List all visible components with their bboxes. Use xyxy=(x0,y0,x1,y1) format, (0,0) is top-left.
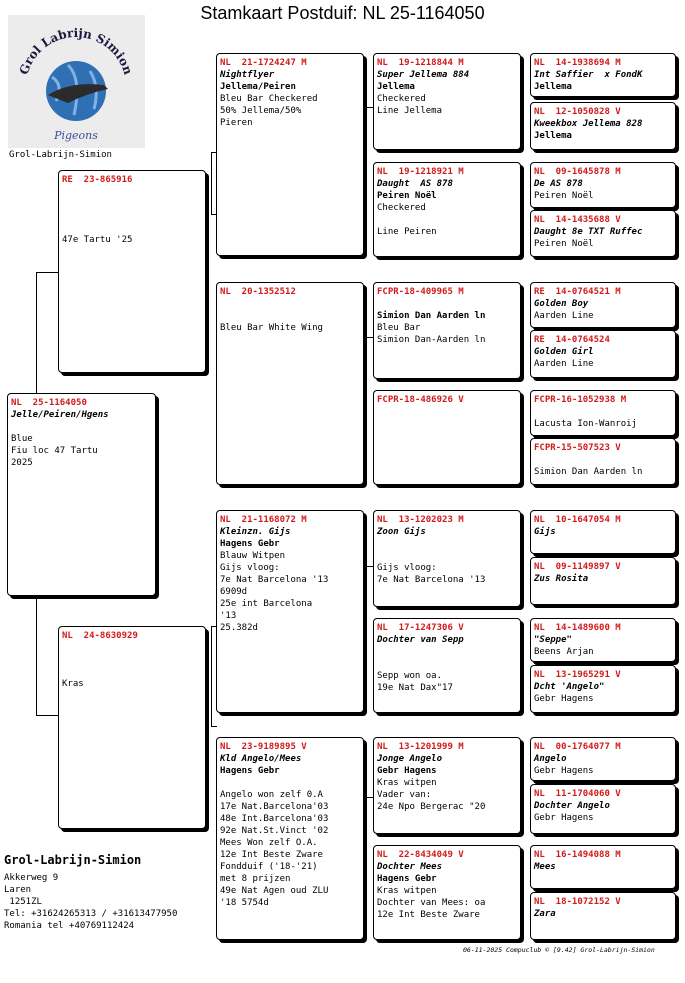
ring-number: NL 23-9189895 V xyxy=(220,742,307,752)
breeder: Aarden Line xyxy=(534,311,594,321)
owner-zip: 1251ZL xyxy=(4,897,42,907)
ring-number: NL 17-1247306 V xyxy=(377,623,464,633)
g4-card-4[interactable] xyxy=(530,210,676,257)
g4-card-13[interactable] xyxy=(530,737,676,781)
breeder: Peiren Noël xyxy=(534,191,594,201)
info-line: 25e int Barcelona xyxy=(220,599,313,609)
info-line: 12e Int Beste Zware xyxy=(377,910,480,920)
g4-card-14[interactable] xyxy=(530,784,676,834)
info-line: Blauw Witpen xyxy=(220,551,286,561)
breeder: Gebr Hagens xyxy=(534,694,594,704)
info-line: 19e Nat Dax"17 xyxy=(377,683,453,693)
dsd-card[interactable] xyxy=(373,618,521,713)
pigeon-name: Kweekbox Jellema 828 xyxy=(534,119,643,129)
logo-caption: Grol-Labrijn-Simion xyxy=(9,150,112,160)
sdd-card[interactable] xyxy=(373,390,521,485)
info-line: Bleu Bar xyxy=(377,323,421,333)
ring-number: NL 18-1072152 V xyxy=(534,897,621,907)
breeder: Gebr Hagens xyxy=(377,766,437,776)
dam-dam-card[interactable] xyxy=(216,737,364,940)
pigeon-name: Super Jellema 884 xyxy=(377,70,470,80)
ring-number: NL 22-8434049 V xyxy=(377,850,464,860)
pigeon-name: Zara xyxy=(534,909,556,919)
info-line: Line Peiren xyxy=(377,227,437,237)
g4-card-12[interactable] xyxy=(530,665,676,713)
owner-street: Akkerweg 9 xyxy=(4,873,59,883)
info-line: 7e Nat Barcelona '13 xyxy=(377,575,486,585)
pigeon-name: Mees xyxy=(534,862,556,872)
breeder: Gebr Hagens xyxy=(534,766,594,776)
pigeon-name: Kleinzn. Gijs xyxy=(220,527,291,537)
info-line: Kras xyxy=(62,679,84,689)
info-line: 48e Int.Barcelona'03 xyxy=(220,814,329,824)
g4-card-8[interactable] xyxy=(530,438,676,485)
ring-number: NL 14-1435688 V xyxy=(534,215,621,225)
pigeon-name: Kld Angelo/Mees xyxy=(220,754,302,764)
info-line: 17e Nat.Barcelona'03 xyxy=(220,802,329,812)
ring-number: FCPR-15-507523 V xyxy=(534,443,621,453)
breeder: Peiren Noël xyxy=(377,191,437,201)
pigeon-name: Dochter Mees xyxy=(377,862,443,872)
info-line: Bleu Bar White Wing xyxy=(220,323,323,333)
info-line: Simion Dan-Aarden ln xyxy=(377,335,486,345)
ring-number: NL 14-1489600 M xyxy=(534,623,621,633)
ring-number: NL 24-8630929 xyxy=(62,631,138,641)
pigeon-name: Dochter Angelo xyxy=(534,801,610,811)
sds-card[interactable] xyxy=(373,282,521,379)
pigeon-name: Golden Girl xyxy=(534,347,594,357)
owner-phone: Tel: +31624265313 / +31613477950 xyxy=(4,909,178,919)
logo-arc-text: Grol Labrijn Simion xyxy=(16,26,136,77)
ddd-card[interactable] xyxy=(373,845,521,940)
info-line: Kras witpen xyxy=(377,778,437,788)
footer-credit: 06-11-2025 Compuclub © [9.42] Grol-Labrijn-Simion xyxy=(463,946,655,954)
pigeon-name: Jonge Angelo xyxy=(377,754,443,764)
g4-card-9[interactable] xyxy=(530,510,676,554)
pigeon-name: Zoon Gijs xyxy=(377,527,426,537)
ring-number: NL 20-1352512 xyxy=(220,287,296,297)
subject-pigeon-card[interactable] xyxy=(7,393,156,596)
ring-number: RE 14-0764524 xyxy=(534,335,610,345)
ring-number: NL 13-1965291 V xyxy=(534,670,621,680)
owner-phone-romania: Romania tel +40769112424 xyxy=(4,921,135,931)
info-line: Angelo won zelf 0.A xyxy=(220,790,323,800)
club-logo xyxy=(8,15,145,148)
breeder: Simion Dan Aarden ln xyxy=(534,467,643,477)
breeder: Gebr Hagens xyxy=(534,813,594,823)
pigeon-name: Nightflyer xyxy=(220,70,275,80)
dds-card[interactable] xyxy=(373,737,521,834)
info-line: 6909d xyxy=(220,587,248,597)
info-line: Fondduif ('18-'21) xyxy=(220,862,318,872)
ring-number: NL 13-1201999 M xyxy=(377,742,464,752)
page-title: Stamkaart Postduif: NL 25-1164050 xyxy=(200,3,485,23)
ssd-card[interactable] xyxy=(373,162,521,257)
ring-number: FCPR-18-409965 M xyxy=(377,287,464,297)
ring-number: NL 00-1764077 M xyxy=(534,742,621,752)
info-line: Dochter van Mees: oa xyxy=(377,898,486,908)
pigeon-name: Golden Boy xyxy=(534,299,589,309)
info-line: 24e Npo Bergerac "20 xyxy=(377,802,486,812)
ring-number: NL 25-1164050 xyxy=(11,398,87,408)
sss-card[interactable] xyxy=(373,53,521,150)
owner-name: Grol-Labrijn-Simion xyxy=(4,853,142,867)
info-line: Kras witpen xyxy=(377,886,437,896)
ring-number: NL 19-1218921 M xyxy=(377,167,464,177)
g4-card-16[interactable] xyxy=(530,892,676,940)
breeder: Hagens Gebr xyxy=(220,539,280,549)
ring-number: NL 16-1494088 M xyxy=(534,850,621,860)
breeder: Beens Arjan xyxy=(534,647,594,657)
pigeon-name: Dochter van Sepp xyxy=(377,635,464,645)
breeder: Jellema xyxy=(534,131,572,141)
breeder: Lacusta Ion-Wanroij xyxy=(534,419,637,429)
pigeon-name: Angelo xyxy=(534,754,567,764)
info-line: 49e Nat Agen oud ZLU xyxy=(220,886,329,896)
breeder: Jellema/Peiren xyxy=(220,82,296,92)
ring-number: NL 09-1149897 V xyxy=(534,562,621,572)
g4-card-3[interactable] xyxy=(530,162,676,208)
info-line: 7e Nat Barcelona '13 xyxy=(220,575,329,585)
info-line: Gijs vloog: xyxy=(377,563,437,573)
info-line: Bleu Bar Checkered xyxy=(220,94,318,104)
g4-card-7[interactable] xyxy=(530,390,676,436)
info-line: 2025 xyxy=(11,458,33,468)
breeder: Hagens Gebr xyxy=(220,766,280,776)
ring-number: NL 21-1724247 M xyxy=(220,58,307,68)
g4-card-6[interactable] xyxy=(530,330,676,378)
pigeon-name: Daught AS 878 xyxy=(377,179,453,189)
info-line: '13 xyxy=(220,611,237,621)
info-line: Sepp won oa. xyxy=(377,671,443,681)
ring-number: RE 14-0764521 M xyxy=(534,287,621,297)
g4-card-5[interactable] xyxy=(530,282,676,328)
owner-city: Laren xyxy=(4,885,32,895)
g4-card-15[interactable] xyxy=(530,845,676,889)
info-line: 25.382d xyxy=(220,623,258,633)
ring-number: NL 13-1202023 M xyxy=(377,515,464,525)
pigeon-name: Int Saffier x FondK xyxy=(534,70,643,80)
sire-sire-card[interactable] xyxy=(216,53,364,256)
info-line: '18 5754d xyxy=(220,898,269,908)
pigeon-name: Daught 8e TXT Ruffec xyxy=(534,227,643,237)
g4-card-10[interactable] xyxy=(530,557,676,605)
info-line: Fiu loc 47 Tartu xyxy=(11,446,98,456)
info-line: 47e Tartu '25 xyxy=(62,235,133,245)
pigeon-name: Zus Rosita xyxy=(534,574,589,584)
dam-card[interactable] xyxy=(58,626,206,829)
info-line: Blue xyxy=(11,434,33,444)
breeder: Jellema xyxy=(534,82,572,92)
pigeon-name: Gijs xyxy=(534,527,556,537)
pigeon-name: "Seppe" xyxy=(534,635,572,645)
pigeon-name: De AS 878 xyxy=(534,179,583,189)
sire-card[interactable] xyxy=(58,170,206,373)
breeder: Aarden Line xyxy=(534,359,594,369)
logo-graphic xyxy=(8,15,145,148)
info-line: Line Jellema xyxy=(377,106,443,116)
info-line: Checkered xyxy=(377,203,426,213)
pigeon-name: Dcht 'Angelo" xyxy=(534,682,605,692)
owner-info xyxy=(4,854,177,932)
info-line: Gijs vloog: xyxy=(220,563,280,573)
breeder: Simion Dan Aarden ln xyxy=(377,311,486,321)
dss-card[interactable] xyxy=(373,510,521,607)
info-line: Mees Won zelf O.A. xyxy=(220,838,318,848)
pigeon-name: Jelle/Peiren/Hgens xyxy=(11,410,109,420)
breeder: Peiren Noël xyxy=(534,239,594,249)
info-line: Checkered xyxy=(377,94,426,104)
ring-number: NL 09-1645878 M xyxy=(534,167,621,177)
info-line: met 8 prijzen xyxy=(220,874,291,884)
info-line: Vader van: xyxy=(377,790,432,800)
info-line: 50% Jellema/50% xyxy=(220,106,302,116)
ring-number: RE 23-865916 xyxy=(62,175,133,185)
logo-sub-text: Pigeons xyxy=(54,129,98,142)
ring-number: FCPR-18-486926 V xyxy=(377,395,464,405)
ring-number: NL 10-1647054 M xyxy=(534,515,621,525)
sire-dam-card[interactable] xyxy=(216,282,364,485)
ring-number: NL 19-1218844 M xyxy=(377,58,464,68)
info-line: 12e Int Beste Zware xyxy=(220,850,323,860)
ring-number: NL 21-1168072 M xyxy=(220,515,307,525)
g4-card-1[interactable] xyxy=(530,53,676,97)
info-line: Pieren xyxy=(220,118,253,128)
dam-sire-card[interactable] xyxy=(216,510,364,713)
info-line: 92e Nat.St.Vinct '02 xyxy=(220,826,329,836)
g4-card-11[interactable] xyxy=(530,618,676,662)
ring-number: NL 14-1938694 M xyxy=(534,58,621,68)
g4-card-2[interactable] xyxy=(530,102,676,150)
breeder: Jellema xyxy=(377,82,415,92)
breeder: Hagens Gebr xyxy=(377,874,437,884)
ring-number: FCPR-16-1052938 M xyxy=(534,395,627,405)
ring-number: NL 12-1050828 V xyxy=(534,107,621,117)
ring-number: NL 11-1704060 V xyxy=(534,789,621,799)
